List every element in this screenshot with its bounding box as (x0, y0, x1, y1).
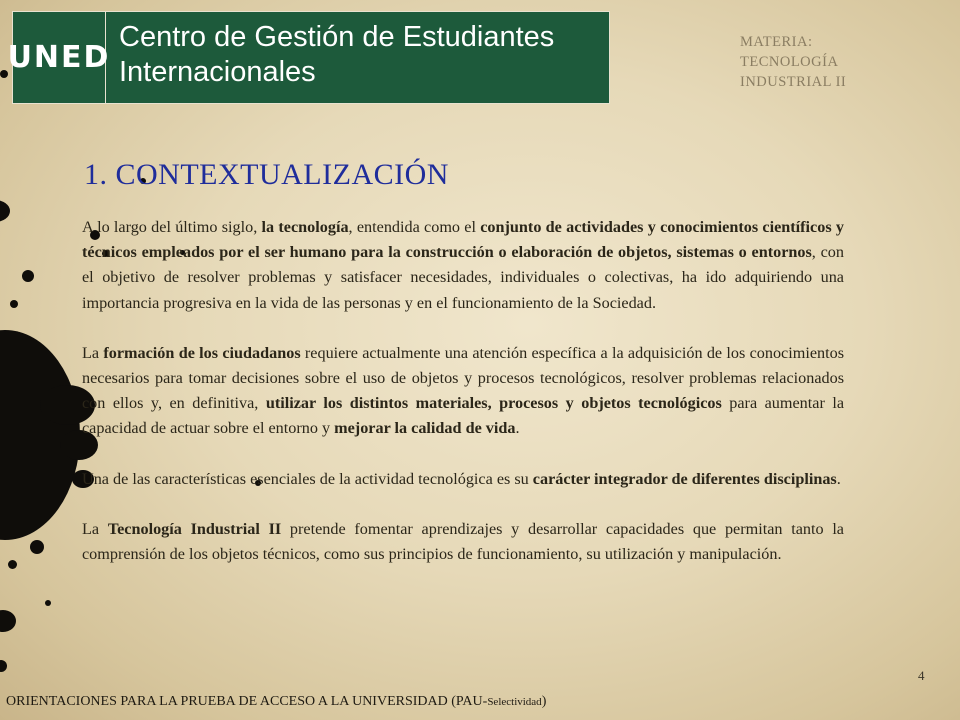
header-title-line1: Centro de Gestión de Estudiantes (119, 21, 555, 53)
footer-text (6, 694, 546, 710)
text-run: La (82, 343, 104, 362)
materia-line3: INDUSTRIAL II (740, 74, 847, 90)
footer-main: ORIENTACIONES PARA LA PRUEBA DE ACCESO A LA UNIVERSIDAD (PAU- (6, 694, 488, 709)
paragraph (82, 467, 844, 492)
header-title-line2: Internacionales (119, 56, 316, 88)
header-title (106, 12, 554, 103)
logo-text: UNED (7, 40, 111, 75)
materia-label (740, 32, 846, 92)
paragraph (82, 517, 844, 567)
materia-line2: TECNOLOGÍA (740, 54, 839, 70)
text-run: para aumentar la capacidad de actuar sobre el entorno y (82, 394, 845, 438)
text-run: La (82, 519, 108, 538)
bold-text: utilizar los distintos materiales, procesos y objetos tecnológicos (265, 394, 722, 413)
footer-end: ) (541, 694, 547, 709)
bold-text: carácter integrador de diferentes disciplinas (532, 469, 837, 488)
bold-text: mejorar la calidad de vida (334, 419, 516, 438)
bold-text: Tecnología Industrial II (107, 519, 282, 538)
paragraph (82, 215, 844, 316)
header-banner (7, 11, 610, 104)
paragraph (82, 341, 844, 442)
materia-line1: MATERIA: (740, 34, 813, 50)
text-run: . (515, 419, 520, 438)
footer-small: Selectividad (487, 696, 542, 708)
body-content (82, 215, 844, 592)
text-run: , entendida como el (348, 218, 481, 236)
text-run: requiere actualmente una atención específica a la adquisición de los conocimientos necesarios para tomar decisiones sobre el uso de objetos y procesos tecnológicos, resolver problemas relacionados con ellos y, en definitiva, (82, 343, 844, 413)
text-run: A lo largo del último siglo, (82, 218, 262, 236)
bold-text: la tecnología (261, 218, 349, 236)
section-title: 1. CONTEXTUALIZACIÓN (84, 158, 449, 191)
text-run: , con el objetivo de resolver problemas y satisfacer necesidades, individuales o colectivas, ha ido adquiriendo una importancia progresiva en la vida de las personas y en el funcionamiento de la Sociedad. (82, 243, 844, 312)
text-run: . (836, 469, 841, 488)
uned-logo (7, 12, 111, 103)
text-run: Una de las características esenciales de la actividad tecnológica es su (82, 469, 533, 488)
bold-text: conjunto de actividades y conocimientos científicos y técnicos empleados por el ser humano para la construcción o elaboración de objetos, sistemas o entornos (82, 218, 844, 262)
bold-text: formación de los ciudadanos (103, 343, 301, 362)
page-number: 4 (918, 668, 925, 683)
text-run: pretende fomentar aprendizajes y desarrollar capacidades que permitan tanto la comprensión de los objetos técnicos, como sus principios de funcionamiento, su utilización y manipulación. (82, 519, 844, 564)
